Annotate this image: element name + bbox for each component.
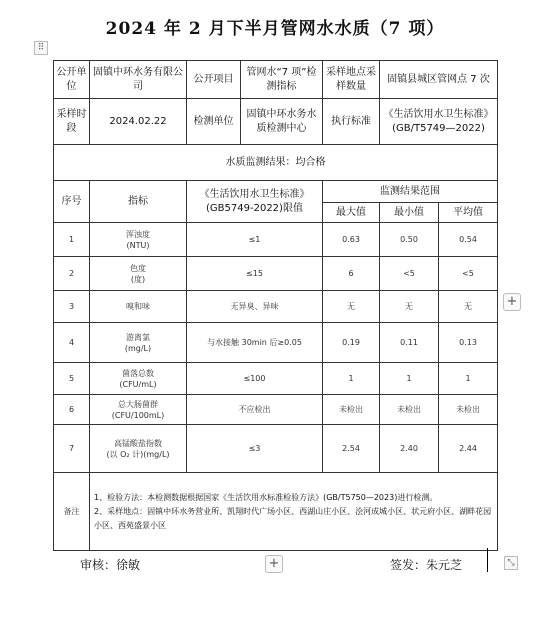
- indicator-name: 嗅和味: [126, 302, 150, 311]
- info-label-lab: 检测单位: [187, 99, 241, 145]
- table-row: [54, 395, 498, 425]
- row-max: 1: [323, 363, 380, 395]
- issuer-signature: 签发：朱元芝: [390, 558, 463, 572]
- add-column-plus-icon[interactable]: +: [503, 293, 521, 311]
- info-label-project: 公开项目: [187, 61, 241, 99]
- text-cursor: [487, 548, 488, 572]
- row-min: 1: [380, 363, 439, 395]
- indicator-unit: (以 O₂ 计)(mg/L): [106, 449, 170, 459]
- table-row: [54, 363, 498, 395]
- info-value-project: 管网水“7 项”检测指标: [241, 61, 323, 99]
- results-table: [53, 144, 498, 551]
- row-seq: 5: [54, 363, 90, 395]
- indicator-name: 高锰酸盐指数: [114, 438, 162, 448]
- row-avg: 2.44: [439, 425, 498, 473]
- row-min: 2.40: [380, 425, 439, 473]
- table-row: [54, 323, 498, 363]
- row-min: 0.11: [380, 323, 439, 363]
- row-limit: 无异臭、异味: [187, 291, 323, 323]
- row-max: 0.63: [323, 223, 380, 257]
- table-row: [54, 291, 498, 323]
- header-indicator: 指标: [90, 181, 187, 223]
- row-seq: 6: [54, 395, 90, 425]
- row-max: 无: [323, 291, 380, 323]
- notes-content: [90, 473, 498, 551]
- notes-row: [54, 473, 498, 551]
- indicator-name: 菌落总数: [122, 368, 154, 378]
- indicator-name: 总大肠菌群: [118, 399, 158, 409]
- table-row: [54, 425, 498, 473]
- row-avg: 0.13: [439, 323, 498, 363]
- info-value-lab: 固镇中环水务水质检测中心: [241, 99, 323, 145]
- row-max: 2.54: [323, 425, 380, 473]
- row-indicator: [90, 291, 187, 323]
- row-seq: 3: [54, 291, 90, 323]
- row-min: <5: [380, 257, 439, 291]
- row-seq: 1: [54, 223, 90, 257]
- row-limit: 与水接触 30min 后≥0.05: [187, 323, 323, 363]
- indicator-name: 色度: [130, 263, 146, 273]
- row-seq: 4: [54, 323, 90, 363]
- row-seq: 7: [54, 425, 90, 473]
- notes-line-2: 2、采样地点：固镇中环水务营业所、凯翔时代广场小区、西湖山庄小区、浍河成城小区、状元府小区、湖畔花园小区、西苑盛景小区: [94, 506, 492, 530]
- row-indicator: [90, 395, 187, 425]
- row-seq: 2: [54, 257, 90, 291]
- header-limit: 《生活饮用水卫生标准》(GB5749-2022)限值: [187, 181, 323, 223]
- row-limit: ≤100: [187, 363, 323, 395]
- notes-line-1: 1、检验方法：本检测数据根据国家《生活饮用水标准检验方法》(GB/T5750—2023)进行检测。: [94, 492, 438, 502]
- overall-result: 水质监测结果：均合格: [54, 145, 498, 181]
- indicator-unit: (度): [130, 274, 146, 284]
- indicator-unit: (CFU/100mL): [111, 410, 165, 420]
- row-min: 未检出: [380, 395, 439, 425]
- indicator-unit: (NTU): [126, 240, 150, 250]
- table-row: [54, 257, 498, 291]
- notes-label: 备注: [54, 473, 90, 551]
- row-avg: 无: [439, 291, 498, 323]
- row-limit: ≤1: [187, 223, 323, 257]
- table-row: [54, 223, 498, 257]
- row-avg: 未检出: [439, 395, 498, 425]
- header-max: 最大值: [323, 203, 380, 223]
- row-min: 无: [380, 291, 439, 323]
- row-indicator: [90, 223, 187, 257]
- table-move-handle-icon[interactable]: ⠿: [34, 41, 48, 55]
- info-label-standard: 执行标准: [323, 99, 380, 145]
- row-limit: ≤3: [187, 425, 323, 473]
- row-max: 0.19: [323, 323, 380, 363]
- header-seq: 序号: [54, 181, 90, 223]
- water-quality-table: [53, 60, 498, 145]
- row-min: 0.50: [380, 223, 439, 257]
- document-title: 2024 年 2 月下半月管网水水质（7 项）: [105, 19, 445, 39]
- row-avg: <5: [439, 257, 498, 291]
- info-value-sampling-site: 固镇县城区管网点 7 次: [380, 61, 498, 99]
- row-indicator: [90, 425, 187, 473]
- header-min: 最小值: [380, 203, 439, 223]
- info-label-period: 采样时段: [54, 99, 90, 145]
- reviewer-signature: 审核：徐敏: [80, 558, 141, 572]
- row-avg: 0.54: [439, 223, 498, 257]
- add-row-plus-icon[interactable]: +: [265, 555, 283, 573]
- row-indicator: [90, 257, 187, 291]
- info-value-standard: 《生活饮用水卫生标准》(GB/T5749—2022): [380, 99, 498, 145]
- row-max: 6: [323, 257, 380, 291]
- table-resize-handle-icon[interactable]: ⤡: [504, 556, 518, 570]
- row-max: 未检出: [323, 395, 380, 425]
- indicator-unit: (mg/L): [124, 343, 152, 353]
- info-value-period: 2024.02.22: [90, 99, 187, 145]
- info-label-sampling-site: 采样地点采样数量: [323, 61, 380, 99]
- row-avg: 1: [439, 363, 498, 395]
- info-label-unit: 公开单位: [54, 61, 90, 99]
- indicator-name: 浑浊度: [126, 229, 150, 239]
- indicator-unit: (CFU/mL): [119, 379, 157, 389]
- header-range: 监测结果范围: [323, 181, 498, 203]
- row-indicator: [90, 363, 187, 395]
- indicator-name: 游离氯: [126, 332, 150, 342]
- row-limit: 不应检出: [187, 395, 323, 425]
- header-avg: 平均值: [439, 203, 498, 223]
- row-limit: ≤15: [187, 257, 323, 291]
- info-value-unit: 固镇中环水务有限公司: [90, 61, 187, 99]
- row-indicator: [90, 323, 187, 363]
